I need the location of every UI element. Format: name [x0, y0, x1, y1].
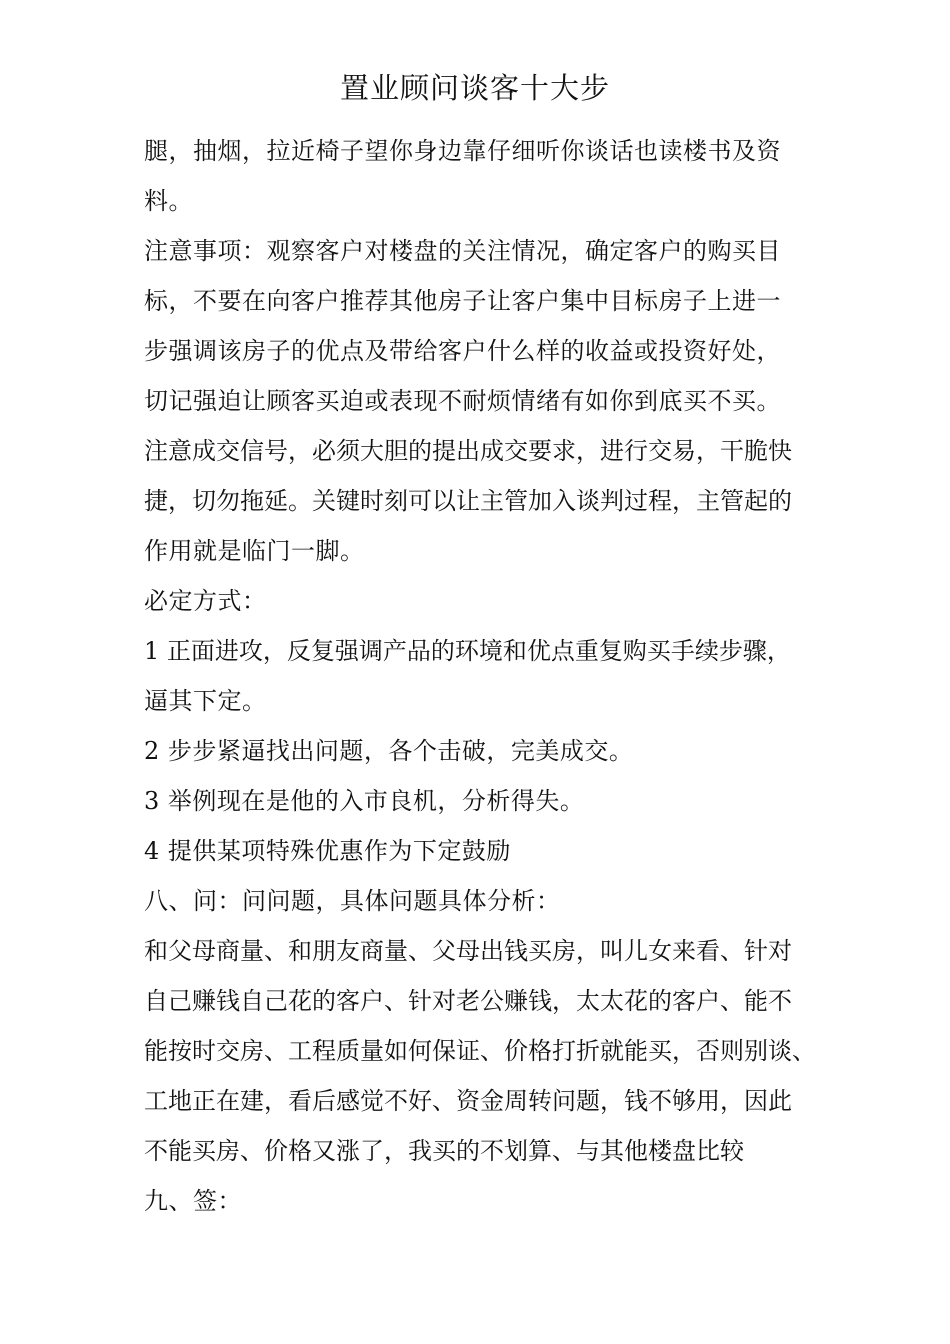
body-line-1: 腿，抽烟，拉近椅子望你身边靠仔细听你谈话也读楼书及资 — [144, 137, 781, 165]
body-line-6: 切记强迫让顾客买迫或表现不耐烦情绪有如你到底买不买。 — [144, 387, 781, 415]
body-line-11: 1 正面进攻，反复强调产品的环境和优点重复购买手续步骤， — [144, 637, 791, 665]
body-line-12: 逼其下定。 — [144, 687, 267, 715]
body-line-2: 料。 — [144, 187, 193, 215]
body-line-18: 自己赚钱自己花的客户、针对老公赚钱，太太花的客户、能不 — [144, 987, 792, 1015]
body-line-5: 步强调该房子的优点及带给客户什么样的收益或投资好处， — [144, 337, 781, 365]
body-line-22: 九、签： — [144, 1187, 242, 1215]
body-line-15: 4 提供某项特殊优惠作为下定鼓励 — [144, 837, 511, 865]
body-line-14: 3 举例现在是他的入市良机，分析得失。 — [144, 787, 585, 815]
body-line-3: 注意事项：观察客户对楼盘的关注情况，确定客户的购买目 — [144, 237, 781, 265]
body-line-8: 捷，切勿拖延。关键时刻可以让主管加入谈判过程，主管起的 — [144, 487, 792, 515]
body-line-17: 和父母商量、和朋友商量、父母出钱买房，叫儿女来看、针对 — [144, 937, 792, 965]
body-line-21: 不能买房、价格又涨了，我买的不划算、与其他楼盘比较 — [144, 1137, 744, 1165]
body-line-16: 八、问：问问题，具体问题具体分析： — [144, 887, 561, 915]
page-title: 置业顾问谈客十大步 — [339, 71, 610, 105]
body-line-9: 作用就是临门一脚。 — [144, 537, 365, 565]
body-line-10: 必定方式： — [144, 587, 267, 615]
body-line-20: 工地正在建，看后感觉不好、资金周转问题，钱不够用，因此 — [144, 1087, 792, 1115]
body-line-4: 标，不要在向客户推荐其他房子让客户集中目标房子上进一 — [144, 287, 781, 315]
document-body — [144, 126, 834, 1226]
body-line-19: 能按时交房、工程质量如何保证、价格打折就能买，否则别谈、 — [144, 1037, 816, 1065]
body-line-13: 2 步步紧逼找出问题，各个击破，完美成交。 — [144, 737, 634, 765]
body-line-7: 注意成交信号，必须大胆的提出成交要求，进行交易，干脆快 — [144, 437, 792, 465]
